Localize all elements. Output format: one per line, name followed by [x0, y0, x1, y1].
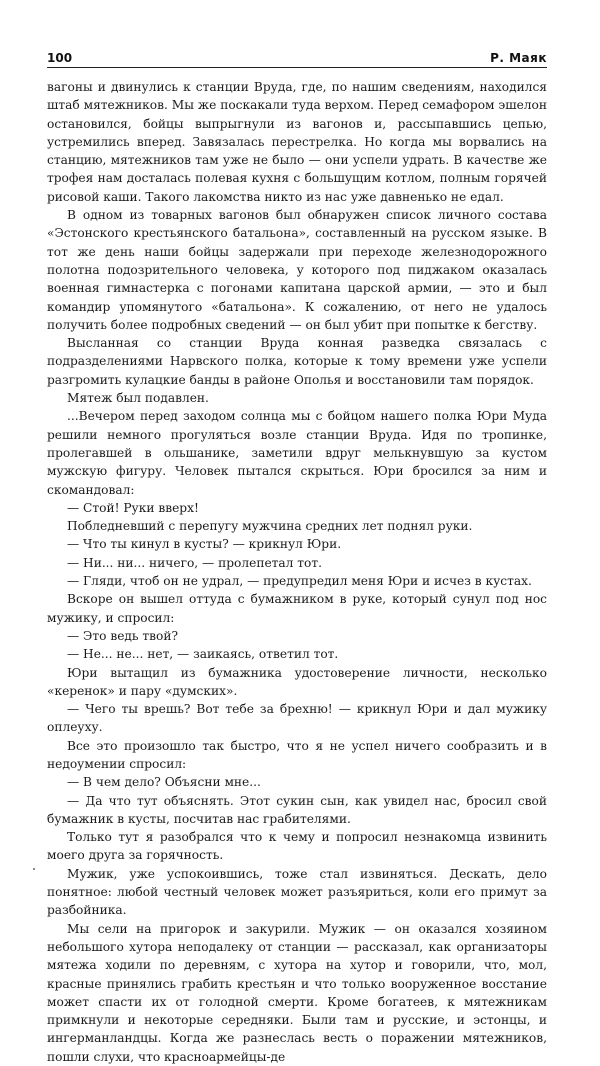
paragraph: вагоны и двинулись к станции Вруда, где, по нашим сведениям, находился штаб мятежников. Мы же поскакали туда верхом. Перед семафором эшелон остановился, бойцы выпрыгнули из вагонов и, рассыпавшись цепью, устремились вперед. Завязалась перестрелка. Но когда мы ворвались на станцию, мятежников там уже не было — они успели удрать. В качестве же трофея нам досталась полевая кухня с большущим котлом, полным горячей рисовой каши. Такого лакомства никто из нас уже давненько не едал. [47, 80, 547, 204]
paragraph: — Что ты кинул в кусты? — крикнул Юри. [67, 537, 342, 552]
page-body-text [47, 78, 547, 1066]
paragraph: Вскоре он вышел оттуда с бумажником в руке, который сунул под нос мужику, и спросил: [47, 592, 547, 625]
paragraph: Все это произошло так быстро, что я не успел ничего сообразить и в недоумении спросил: [47, 738, 547, 771]
book-page [47, 49, 547, 1066]
paragraph: Мужик, уже успокоившись, тоже стал извиняться. Дескать, дело понятное: любой честный человек может разъяриться, коли его примут за разбойника. [47, 866, 547, 918]
paragraph: — Не... не... нет, — заикаясь, ответил тот. [67, 647, 339, 662]
paragraph: — В чем дело? Объясни мне... [67, 775, 261, 790]
paragraph: В одном из товарных вагонов был обнаружен список личного состава «Эстонского крестьянского батальона», составленный на русском языке. В тот же день наши бойцы задержали при переходе железнодорожного полотна подозрительного человека, у которого под пиджаком оказалась военная гимнастерка с погонами капитана царской армии, — это и был командир упомянутого «батальона». К сожалению, от него не удалось получить более подробных сведений — он был убит при попытке к бегству. [47, 208, 547, 332]
paragraph: ...Вечером перед заходом солнца мы с бойцом нашего полка Юри Муда решили немного прогуляться возле станции Вруда. Идя по тропинке, пролегавшей в ольшанике, заметили вдруг мелькнувшую за кустом мужскую фигуру. Человек пытался скрыться. Юри бросился за ним и скомандовал: [47, 409, 547, 497]
paragraph: — Это ведь твой? [67, 628, 179, 643]
paragraph: Побледневший с перепугу мужчина средних лет поднял руки. [67, 519, 473, 534]
paragraph: Только тут я разобрался что к чему и попросил незнакомца извинить моего друга за горячность. [47, 830, 547, 863]
running-author: Р. Маяк [490, 51, 547, 65]
paragraph: Мы сели на пригорок и закурили. Мужик — он оказался хозяином небольшого хутора неподалеку от станции — рассказал, как организаторы мятежа ходили по деревням, с хутора на хутор и говорили, что, мол, красные принялись грабить крестьян и что только вооруженное восстание может спасти их от голодной смерти. Кроме богатеев, к мятежникам примкнули и некоторые середняки. Были там и русские, и эстонцы, и ингерманландцы. Когда же разнеслась весть о поражении мятежников, пошли слухи, что красноармейцы-де [47, 921, 547, 1064]
paragraph: — Стой! Руки вверх! [67, 500, 199, 515]
paragraph: — Гляди, чтоб он не удрал, — предупредил меня Юри и исчез в кустах. [67, 574, 532, 589]
paragraph: — Чего ты врешь? Вот тебе за брехню! — крикнул Юри и дал мужику оплеуху. [47, 702, 547, 735]
paragraph: — Да что тут объяснять. Этот сукин сын, как увидел нас, бросил свой бумажник в кусты, посчитав нас грабителями. [47, 793, 547, 826]
paragraph: Мятеж был подавлен. [67, 391, 209, 406]
paragraph: Высланная со станции Вруда конная разведка связалась с подразделениями Нарвского полка, которые к тому времени уже успели разгромить кулацкие банды в районе Ополья и восстановили там порядок. [47, 336, 547, 387]
paragraph: Юри вытащил из бумажника удостоверение личности, несколько «керенок» и пару «думских». [47, 665, 547, 698]
running-header [47, 49, 547, 68]
paragraph: — Ни... ни... ничего, — пролепетал тот. [67, 555, 322, 570]
scan-speck [33, 868, 35, 870]
page-number: 100 [47, 51, 73, 65]
